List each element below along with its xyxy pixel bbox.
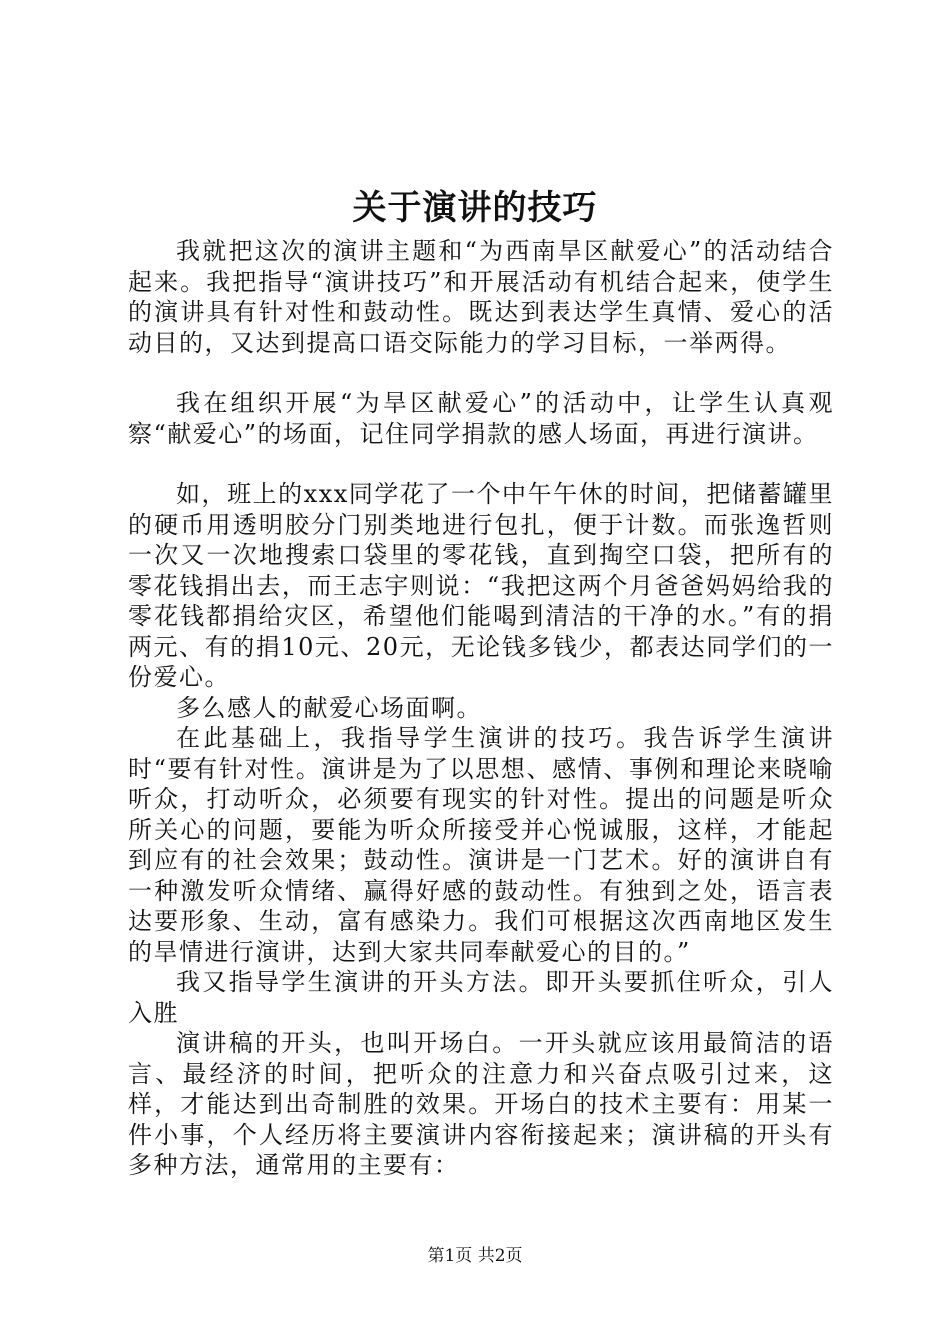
paragraph-1: 我就把这次的演讲主题和“为西南旱区献爱心”的活动结合起来。我把指导“演讲技巧”和开展活动有机结合起来，使学生的演讲具有针对性和鼓动性。既达到表达学生真情、爱心的活动目的，又达到提高口语交际能力的学习目标，一举两得。 — [128, 237, 834, 357]
paragraph-4: 多么感人的献爱心场面啊。 — [176, 693, 482, 722]
paragraph-7: 演讲稿的开头，也叫开场白。一开头就应该用最简洁的语言、最经济的时间，把听众的注意力和兴奋点吸引过来，这样，才能达到出奇制胜的效果。开场白的技术主要有：用某一件小事，个人经历将主要演讲内容衔接起来；演讲稿的开头有多种方法，通常用的主要有： — [128, 1029, 834, 1179]
page-number-footer: 第1页 共2页 — [427, 1246, 523, 1266]
paragraph-6: 我又指导学生演讲的开头方法。即开头要抓住听众，引人入胜 — [128, 968, 834, 1027]
paragraph-5: 在此基础上，我指导学生演讲的技巧。我告诉学生演讲时“要有针对性。演讲是为了以思想、感情、事例和理论来晓喻听众，打动听众，必须要有现实的针对性。提出的问题是听众所关心的问题，要能为听众所接受并心悦诚服，这样，才能起到应有的社会效果；鼓动性。演讲是一门艺术。好的演讲自有一种激发听众情绪、赢得好感的鼓动性。有独到之处，语言表达要形象、生动，富有感染力。我们可根据这次西南地区发生的旱情进行演讲，达到大家共同奉献爱心的目的。” — [128, 724, 834, 966]
document-title: 关于演讲的技巧 — [352, 188, 598, 228]
paragraph-3: 如，班上的xxx同学花了一个中午午休的时间，把储蓄罐里的硬币用透明胶分门别类地进行包扎，便于计数。而张逸哲则一次又一次地搜索口袋里的零花钱，直到掏空口袋，把所有的零花钱捐出去，而王志宇则说：“我把这两个月爸爸妈妈给我的零花钱都捐给灾区，希望他们能喝到清洁的干净的水。”有的捐两元、有的捐10元、20元，无论钱多钱少，都表达同学们的一份爱心。 — [128, 480, 834, 691]
document-body — [128, 236, 834, 1181]
paragraph-2: 我在组织开展“为旱区献爱心”的活动中，让学生认真观察“献爱心”的场面，记住同学捐款的感人场面，再进行演讲。 — [128, 389, 834, 448]
